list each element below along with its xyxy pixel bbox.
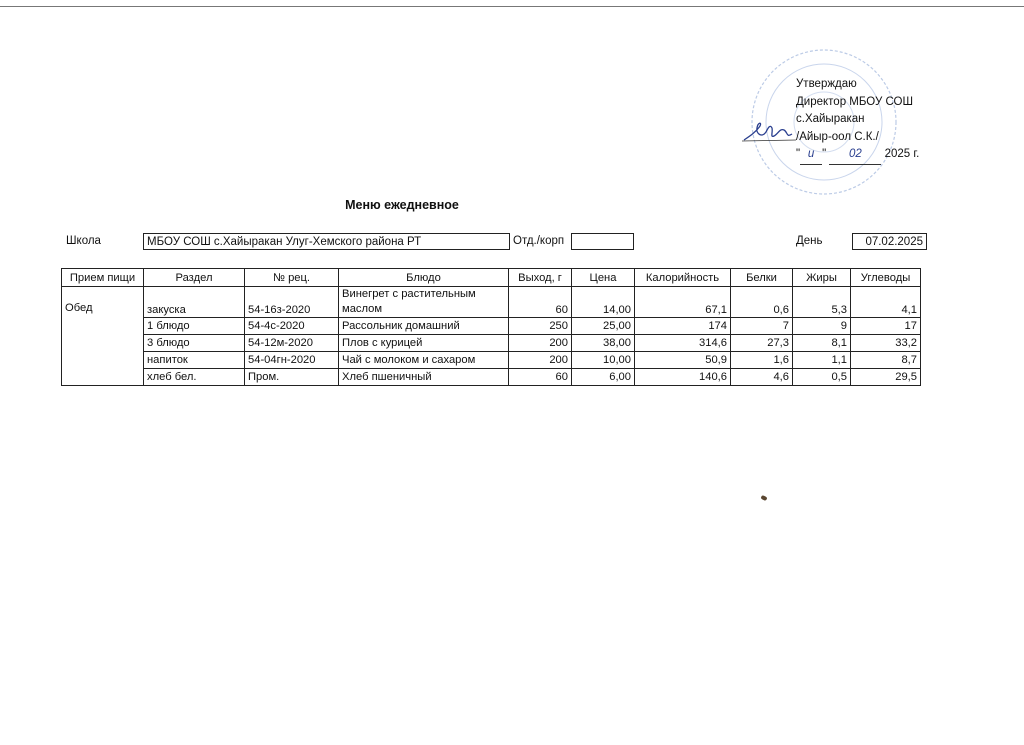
col-header-yield: Выход, г — [509, 269, 572, 287]
recipe-cell: 54-4с-2020 — [245, 318, 339, 335]
fat-cell: 9 — [793, 318, 851, 335]
table-header-row — [62, 269, 921, 287]
dish-line-1: Винегрет с растительным — [342, 288, 476, 300]
section-cell: напиток — [144, 352, 245, 369]
price-cell: 25,00 — [572, 318, 635, 335]
price-cell: 6,00 — [572, 369, 635, 386]
table-row — [62, 352, 921, 369]
school-value: МБОУ СОШ с.Хайыракан Улуг-Хемского района РТ — [143, 233, 510, 250]
approval-block — [796, 76, 919, 165]
section-cell: хлеб бел. — [144, 369, 245, 386]
carbs-cell: 4,1 — [851, 287, 921, 318]
approval-line-approve: Утверждаю — [796, 78, 857, 90]
carbs-cell: 33,2 — [851, 335, 921, 352]
table-row — [62, 369, 921, 386]
fat-cell: 0,5 — [793, 369, 851, 386]
dish-cell: Плов с курицей — [339, 335, 509, 352]
approval-day: и — [800, 146, 822, 165]
table-row — [62, 335, 921, 352]
scan-speck — [760, 495, 767, 501]
approval-month: 02 — [829, 146, 881, 165]
dept-value — [571, 233, 634, 250]
recipe-cell: 54-16з-2020 — [245, 287, 339, 318]
col-header-calories: Калорийность — [635, 269, 731, 287]
yield-cell: 60 — [509, 369, 572, 386]
section-cell: 1 блюдо — [144, 318, 245, 335]
approval-date — [796, 146, 919, 165]
approval-line-position: Директор МБОУ СОШ — [796, 95, 914, 108]
carbs-cell: 29,5 — [851, 369, 921, 386]
col-header-recipe: № рец. — [245, 269, 339, 287]
yield-cell: 60 — [509, 287, 572, 318]
col-header-price: Цена — [572, 269, 635, 287]
date-close-quote: " — [822, 148, 827, 160]
calories-cell: 174 — [635, 318, 731, 335]
school-label: Школа — [66, 235, 101, 247]
fat-cell: 8,1 — [793, 335, 851, 352]
fat-cell: 1,1 — [793, 352, 851, 369]
col-header-protein: Белки — [731, 269, 793, 287]
price-cell: 14,00 — [572, 287, 635, 318]
price-cell: 38,00 — [572, 335, 635, 352]
table-row — [62, 287, 921, 318]
approval-year: 2025 г. — [884, 148, 920, 160]
dept-label: Отд./корп — [513, 235, 565, 247]
date-open-quote: " — [796, 148, 801, 160]
approval-line-name: /Айыр-оол С.К./ — [796, 130, 879, 143]
dish-cell: Хлеб пшеничный — [339, 369, 509, 386]
calories-cell: 67,1 — [635, 287, 731, 318]
approval-line-village: с.Хайыракан — [796, 113, 865, 125]
col-header-fat: Жиры — [793, 269, 851, 287]
col-header-meal: Прием пищи — [62, 269, 144, 287]
protein-cell: 7 — [731, 318, 793, 335]
menu-table — [61, 268, 921, 386]
protein-cell: 27,3 — [731, 335, 793, 352]
col-header-carbs: Углеводы — [851, 269, 921, 287]
page-title — [0, 198, 1024, 212]
yield-cell: 200 — [509, 352, 572, 369]
yield-cell: 250 — [509, 318, 572, 335]
section-cell: закуска — [144, 287, 245, 318]
scan-edge-line — [0, 6, 1024, 7]
day-label: День — [796, 235, 823, 247]
col-header-section: Раздел — [144, 269, 245, 287]
recipe-cell: 54-12м-2020 — [245, 335, 339, 352]
dish-cell: Рассольник домашний — [339, 318, 509, 335]
dish-cell: Чай с молоком и сахаром — [339, 352, 509, 369]
day-value: 07.02.2025 — [852, 233, 927, 250]
protein-cell: 1,6 — [731, 352, 793, 369]
dish-cell — [339, 287, 509, 318]
protein-cell: 4,6 — [731, 369, 793, 386]
recipe-cell: 54-04гн-2020 — [245, 352, 339, 369]
carbs-cell: 8,7 — [851, 352, 921, 369]
fat-cell: 5,3 — [793, 287, 851, 318]
col-header-dish: Блюдо — [339, 269, 509, 287]
carbs-cell: 17 — [851, 318, 921, 335]
protein-cell: 0,6 — [731, 287, 793, 318]
calories-cell: 50,9 — [635, 352, 731, 369]
calories-cell: 314,6 — [635, 335, 731, 352]
yield-cell: 200 — [509, 335, 572, 352]
table-row — [62, 318, 921, 335]
section-cell: 3 блюдо — [144, 335, 245, 352]
meal-cell: Обед — [62, 287, 144, 386]
calories-cell: 140,6 — [635, 369, 731, 386]
page-title-text: Меню ежедневное — [345, 198, 459, 212]
dish-line-2: маслом — [342, 303, 383, 315]
director-signature — [740, 110, 800, 150]
recipe-cell: Пром. — [245, 369, 339, 386]
price-cell: 10,00 — [572, 352, 635, 369]
